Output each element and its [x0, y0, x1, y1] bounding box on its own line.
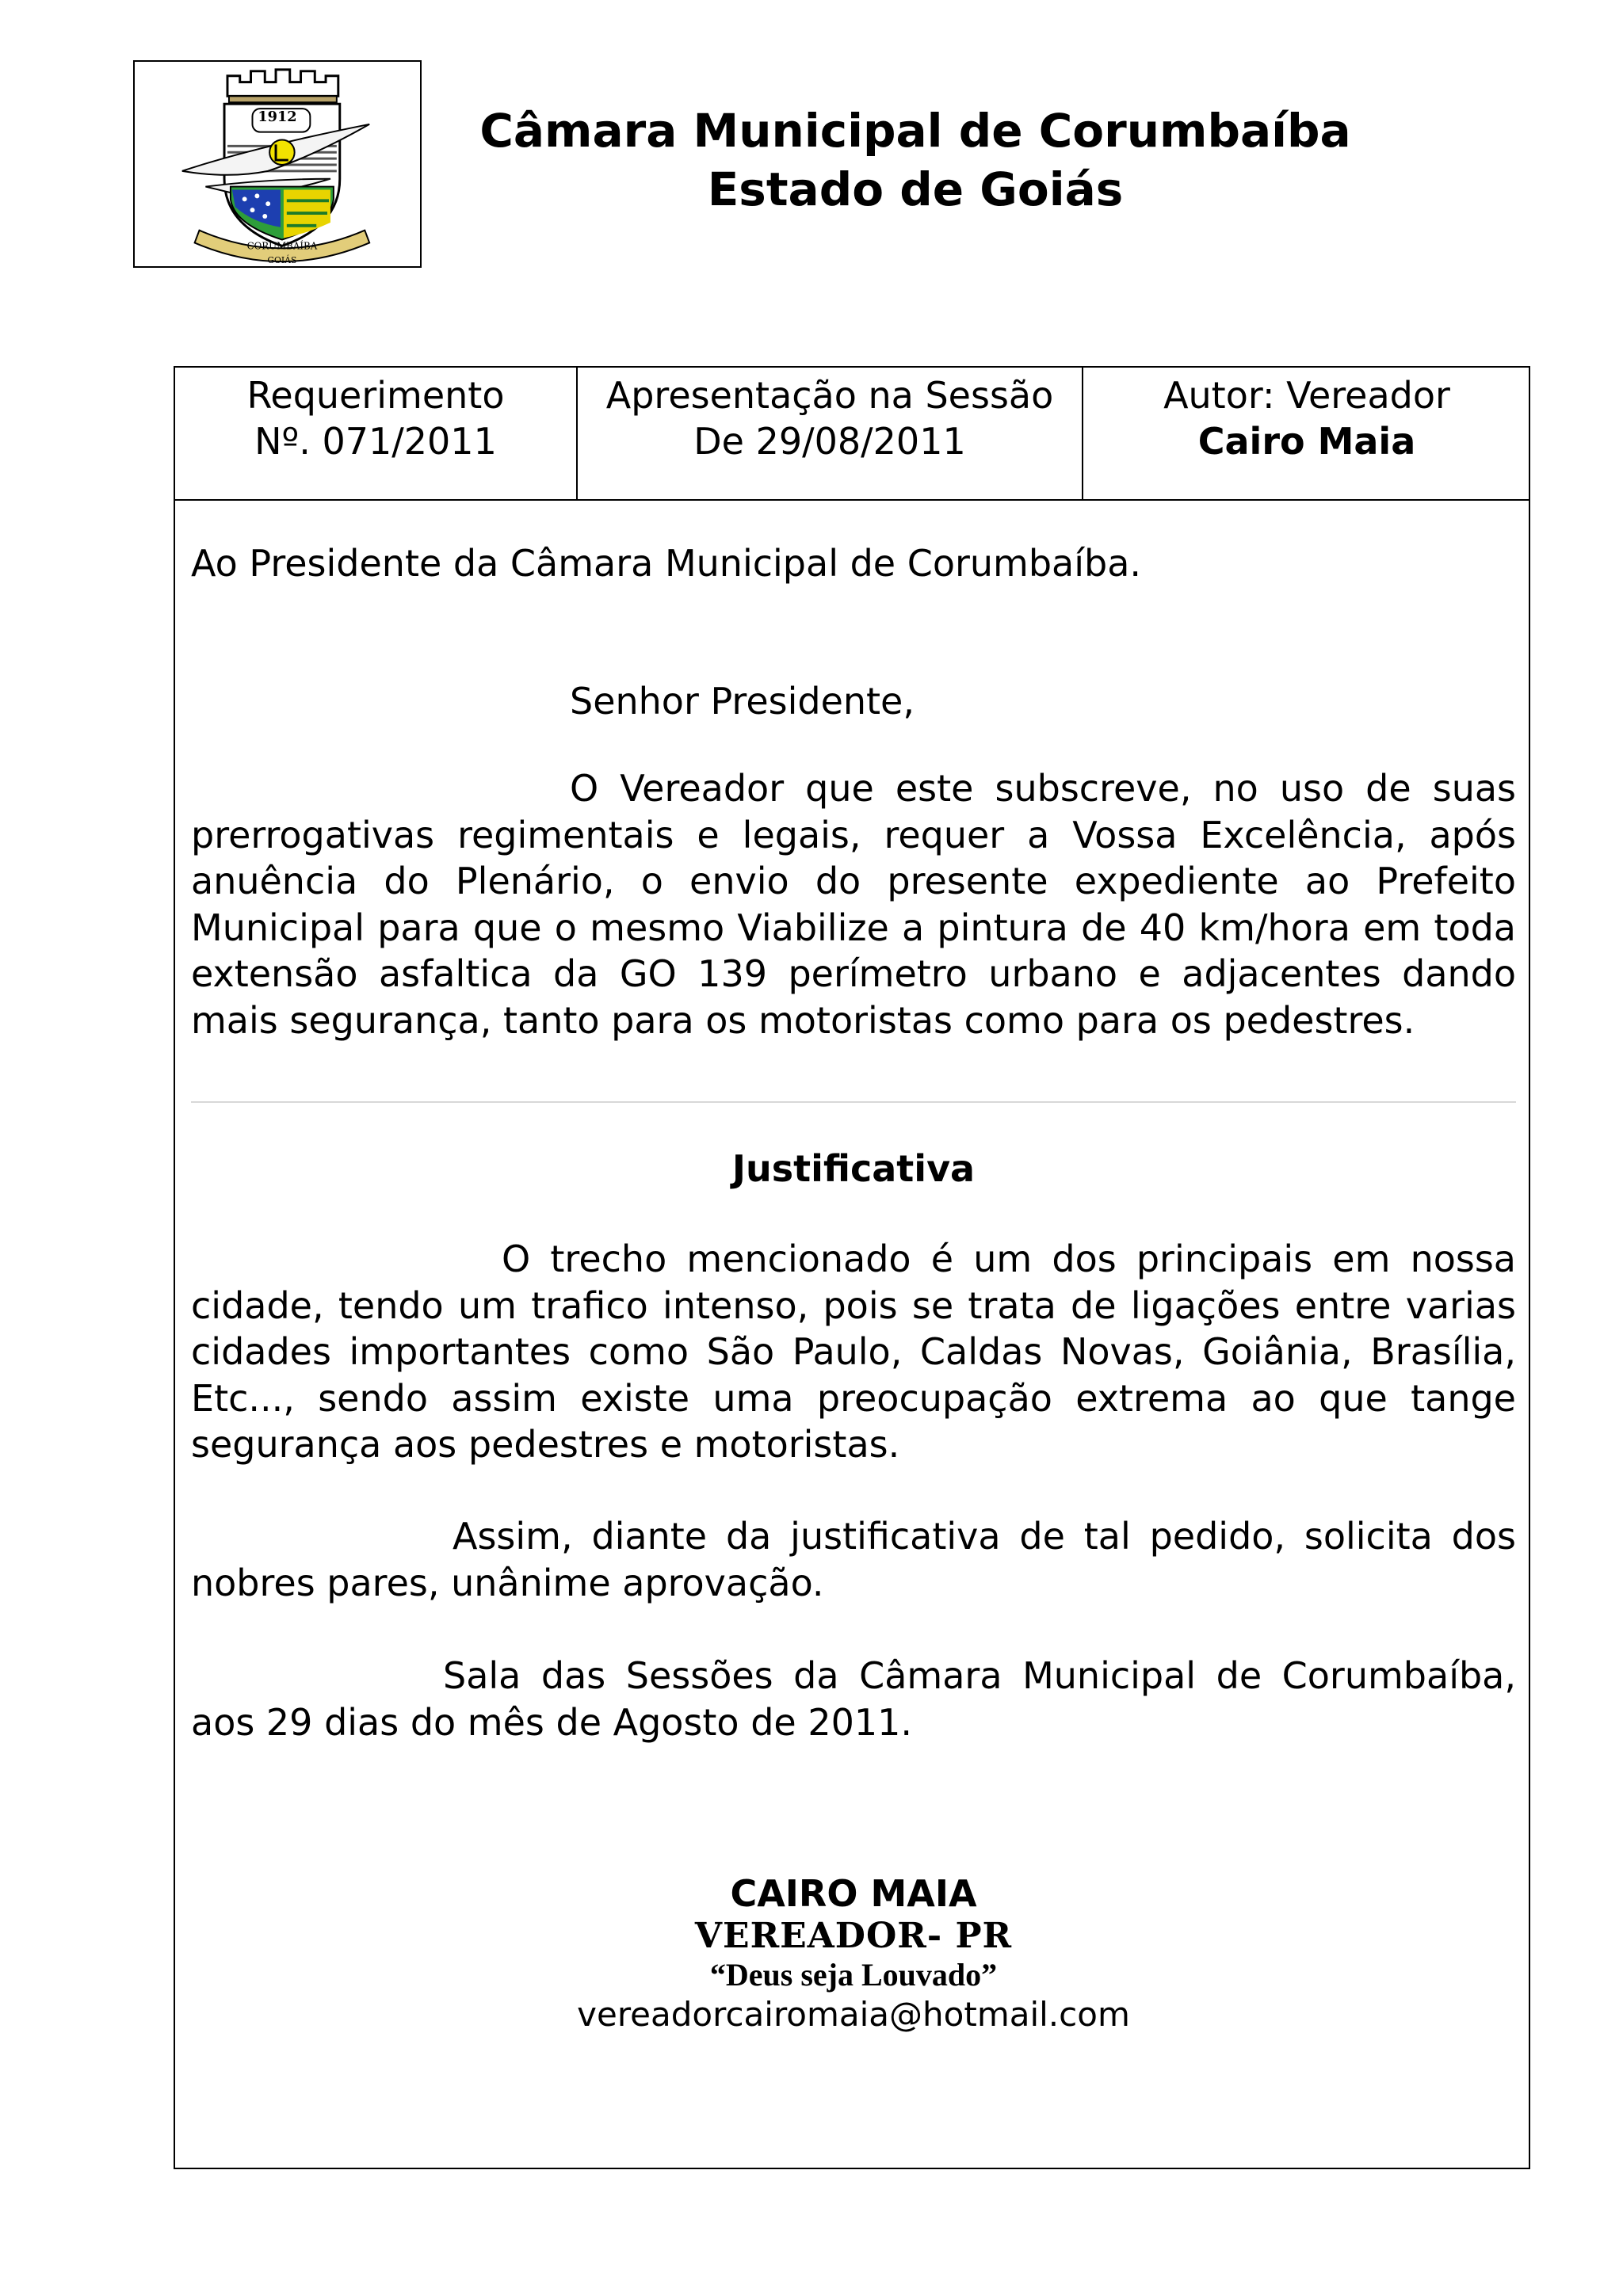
signature-motto: “Deus seja Louvado” [709, 1957, 998, 1993]
session-label: Apresentação na Sessão [605, 374, 1054, 417]
author-cell [1083, 368, 1530, 499]
author-name: Cairo Maia [1197, 420, 1416, 463]
salutation: Senhor Presidente, [570, 680, 915, 723]
justification-heading: Justificativa [731, 1147, 976, 1190]
request-label: Requerimento [246, 374, 505, 417]
signature-role: VEREADOR- PR [694, 1916, 1013, 1956]
logo-year-text: 1912 [258, 108, 297, 125]
logo-state-text: GOIÁS [267, 255, 297, 266]
logo-ribbon-text: CORUMBAÍBA [246, 240, 318, 252]
justification-paragraph: O trecho mencionado é um dos principais em nossa cidade, tendo um trafico intenso, pois se trata de ligações entre varias cidades importantes como São Paulo, Caldas Novas, Goiânia, Brasília, Etc..., sendo assim existe uma preocupação extrema ao que tange segurança aos pedestres e motoristas. [191, 1238, 1516, 1466]
section-divider [191, 1101, 1516, 1103]
header-title-line2: Estado de Goiás [707, 162, 1124, 216]
header-title-line1: Câmara Municipal de Corumbaíba [479, 104, 1351, 158]
coat-of-arms-icon [135, 62, 420, 266]
closing-paragraph: Sala das Sessões da Câmara Municipal de Corumbaíba, aos 29 dias do mês de Agosto de 2011. [191, 1654, 1516, 1744]
request-paragraph: O Vereador que este subscreve, no uso de suas prerrogativas regimentais e legais, requer a Vossa Excelência, após anuência do Plenário, o envio do presente expediente ao Prefeito Municipal para que o mesmo Viabilize a pintura de 40 km/hora em toda extensão asfaltica da GO 139 perímetro urbano e adjacentes dando mais segurança, tanto para os motoristas como para os pedestres. [191, 767, 1516, 1042]
author-label: Autor: Vereador [1163, 374, 1450, 417]
signature-block [191, 1870, 1516, 2035]
address-line: Ao Presidente da Câmara Municipal de Corumbaíba. [191, 542, 1142, 585]
page-header [444, 101, 1387, 219]
coat-of-arms-logo [133, 60, 422, 268]
signature-email: vereadorcairomaia@hotmail.com [577, 1995, 1130, 2034]
session-date: De 29/08/2011 [693, 420, 966, 463]
request-number-cell [175, 368, 578, 499]
request-number: Nº. 071/2011 [254, 420, 497, 463]
session-cell [578, 368, 1083, 499]
signature-name: CAIRO MAIA [730, 1872, 977, 1915]
info-table [175, 368, 1529, 501]
approval-paragraph: Assim, diante da justificativa de tal pedido, solicita dos nobres pares, unânime aprovação. [191, 1515, 1516, 1604]
document-frame [174, 366, 1530, 2169]
